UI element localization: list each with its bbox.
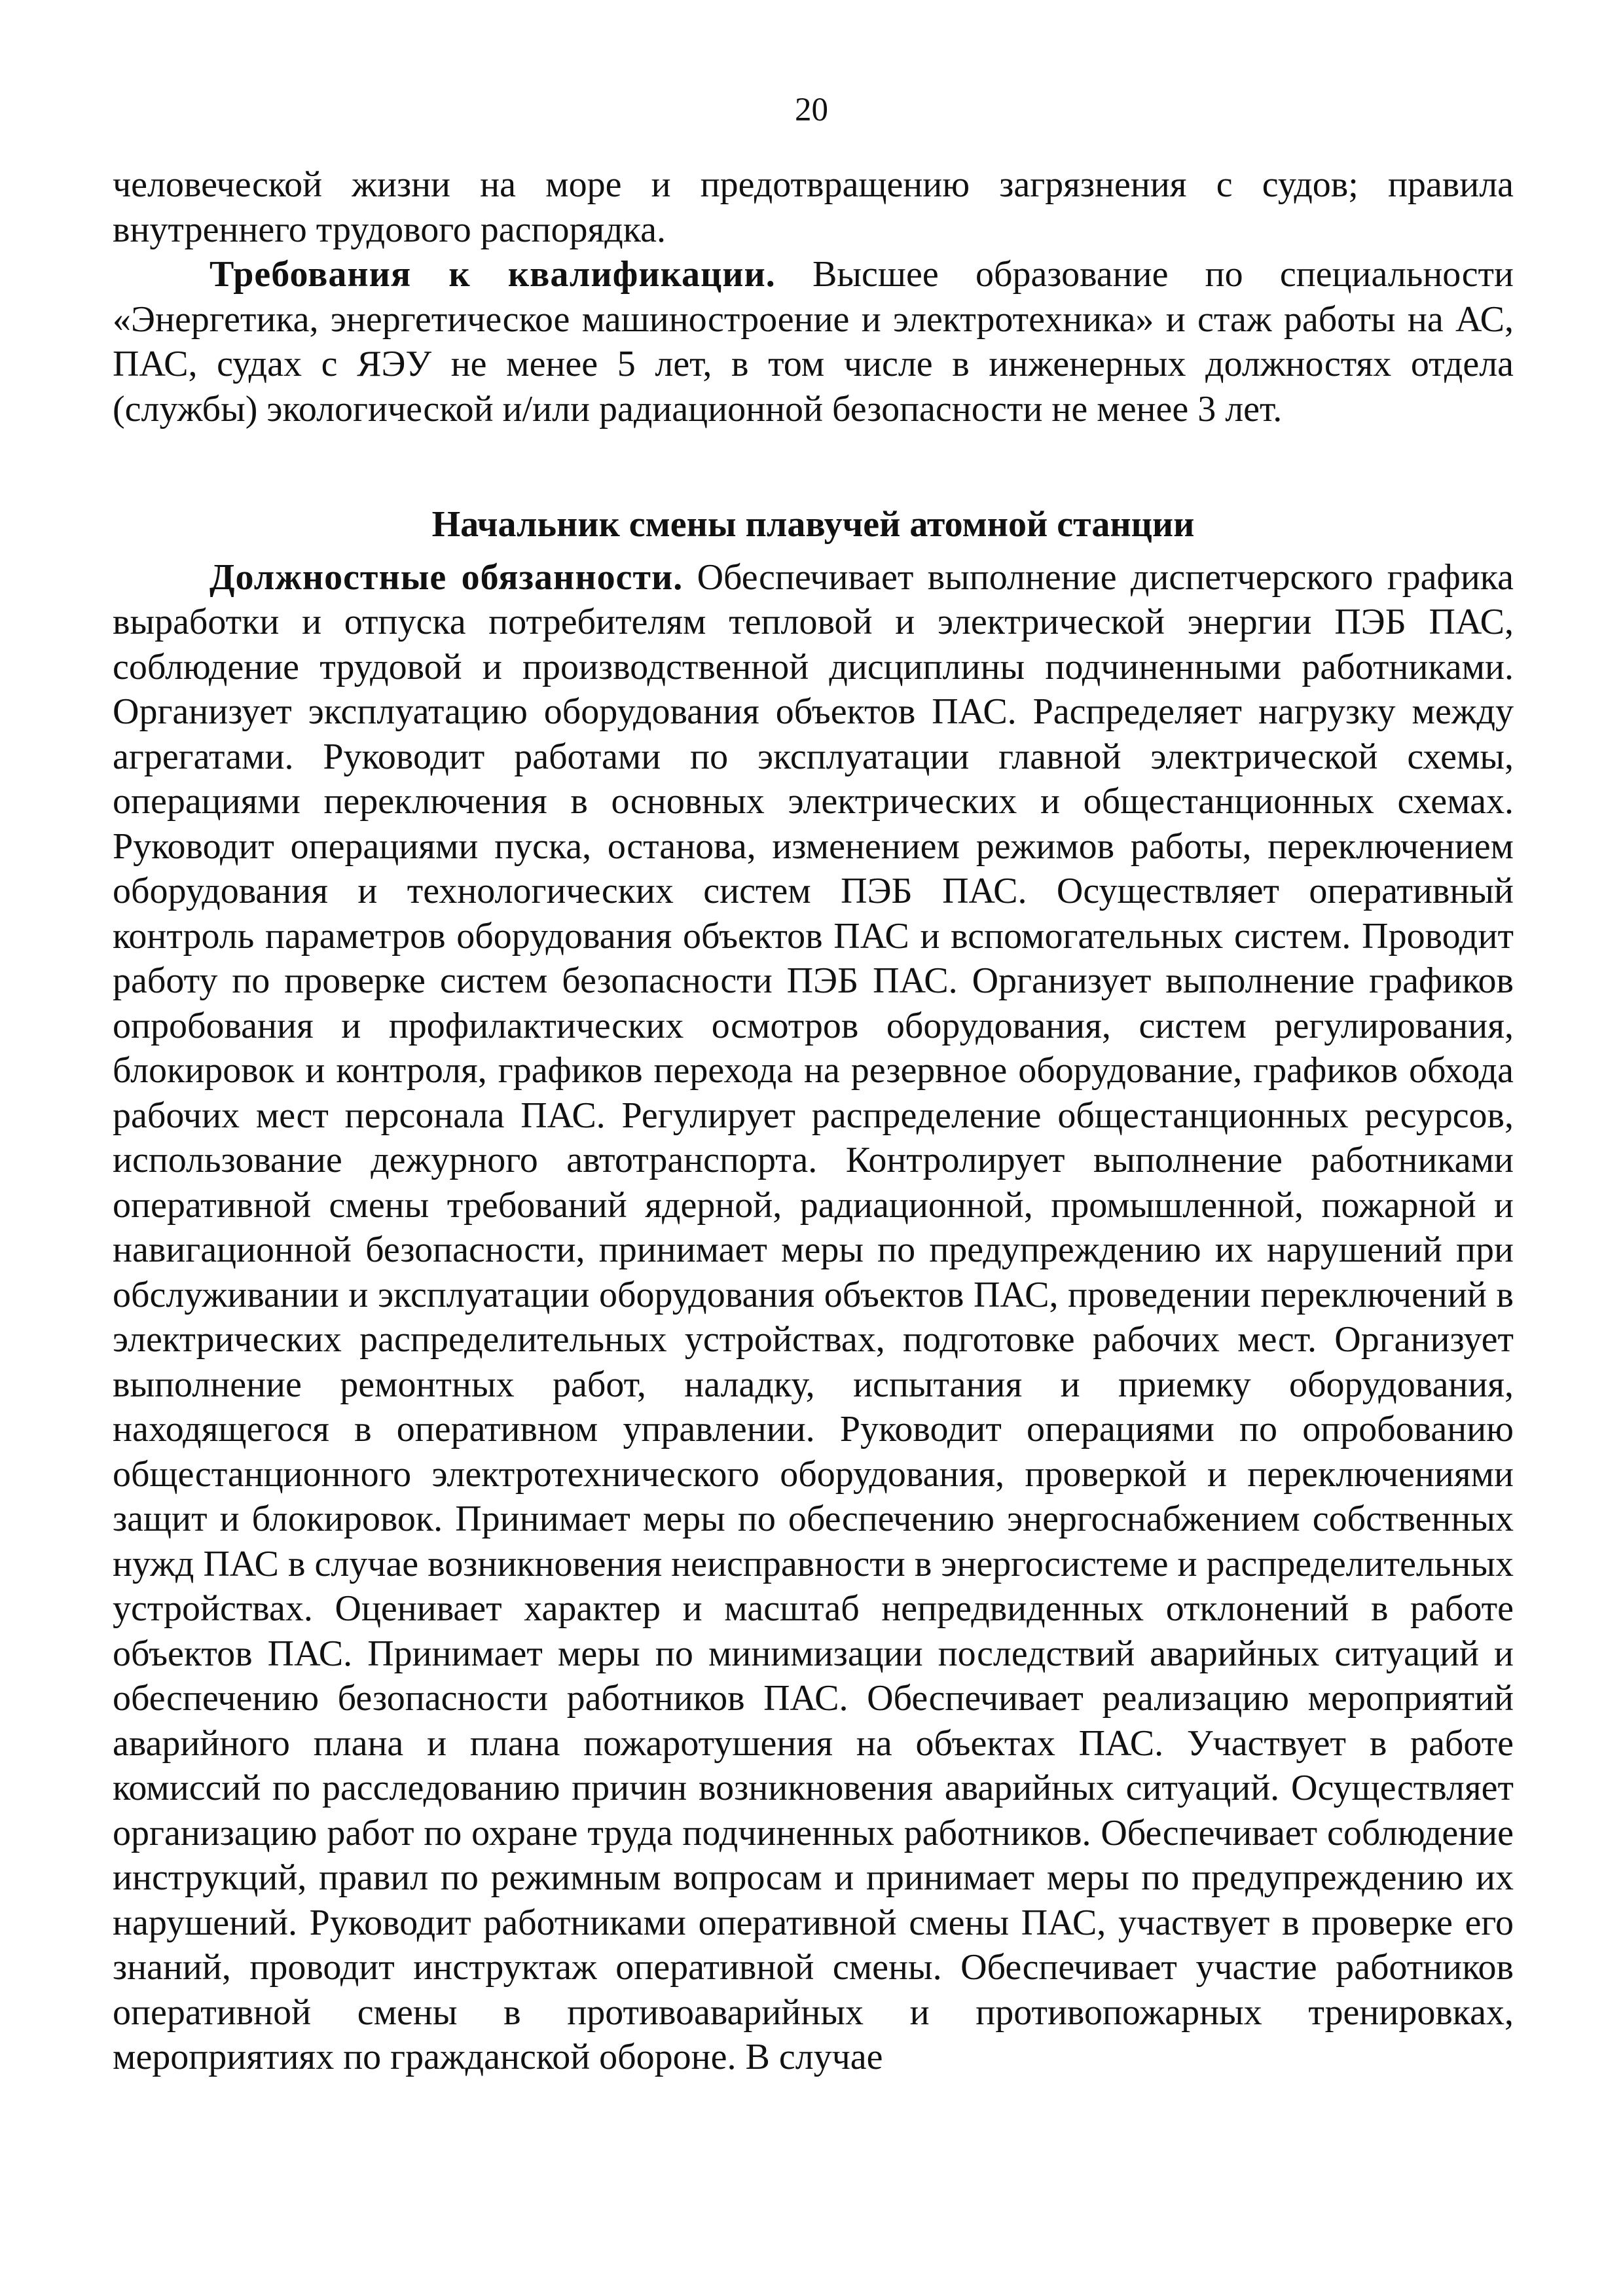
- duties-lead: Должностные обязанности.: [210, 556, 684, 598]
- document-body: [113, 162, 1514, 2080]
- duties-paragraph: [113, 555, 1514, 2080]
- section-heading: Начальник смены плавучей атомной станции: [431, 504, 1195, 545]
- intro-paragraph: человеческой жизни на море и предотвращению загрязнения с судов; правила внутреннего трудового распорядка.: [113, 164, 1514, 250]
- duties-text: Обеспечивает выполнение диспетчерского графика выработки и отпуска потребителям тепловой и электрической энергии ПЭБ ПАС, соблюдение трудовой и производственной дисциплины подчиненными работниками. Организует эксплуатацию оборудования объектов ПАС. Распределяет нагрузку между агрегатами. Руководит работами по эксплуатации главной электрической схемы, операциями переключения в основных электрических и общестанционных схемах. Руководит операциями пуска, останова, изменением режимов работы, переключением оборудования и технологических систем ПЭБ ПАС. Осуществляет оперативный контроль параметров оборудования объектов ПАС и вспомогательных систем. Проводит работу по проверке систем безопасности ПЭБ ПАС. Организует выполнение графиков опробования и профилактических осмотров оборудования, систем регулирования, блокировок и контроля, графиков перехода на резервное оборудование, графиков обхода рабочих мест персонала ПАС. Регулирует распределение общестанционных ресурсов, использование дежурного автотранспорта. Контролирует выполнение работниками оперативной смены требований ядерной, радиационной, промышленной, пожарной и навигационной безопасности, принимает меры по предупреждению их нарушений при обслуживании и эксплуатации оборудования объектов ПАС, проведении переключений в электрических распределительных устройствах, подготовке рабочих мест. Организует выполнение ремонтных работ, наладку, испытания и приемку оборудования, находящегося в оперативном управлении. Руководит операциями по опробованию общестанционного электротехнического оборудования, проверкой и переключениями защит и блокировок. Принимает меры по обеспечению энергоснабжением собственных нужд ПАС в случае возникновения неисправности в энергосистеме и распределительных устройствах. Оценивает характер и масштаб непредвиденных отклонений в работе объектов ПАС. Принимает меры по минимизации последствий аварийных ситуаций и обеспечению безопасности работников ПАС. Обеспечивает реализацию мероприятий аварийного плана и плана пожаротушения на объектах ПАС. Участвует в работе комиссий по расследованию причин возникновения аварийных ситуаций. Осуществляет организацию работ по охране труда подчиненных работников. Обеспечивает соблюдение инструкций, правил по режимным вопросам и принимает меры по предупреждению их нарушений. Руководит работниками оперативной смены ПАС, участвует в проверке его знаний, проводит инструктаж оперативной смены. Обеспечивает участие работников оперативной смены в противоаварийных и противопожарных тренировках, мероприятиях по гражданской обороне. В случае: [113, 556, 1514, 2077]
- qualification-text: Высшее образование по специальности «Энергетика, энергетическое машиностроение и электротехника» и стаж работы на АС, ПАС, судах с ЯЭУ не менее 5 лет, в том числе в инженерных должностях отдела (службы) экологической и/или радиационной безопасности не менее 3 лет.: [113, 254, 1514, 429]
- page-number: 20: [795, 92, 828, 128]
- qualification-paragraph: [113, 252, 1514, 431]
- qualification-lead: Требования к квалификации.: [210, 254, 776, 295]
